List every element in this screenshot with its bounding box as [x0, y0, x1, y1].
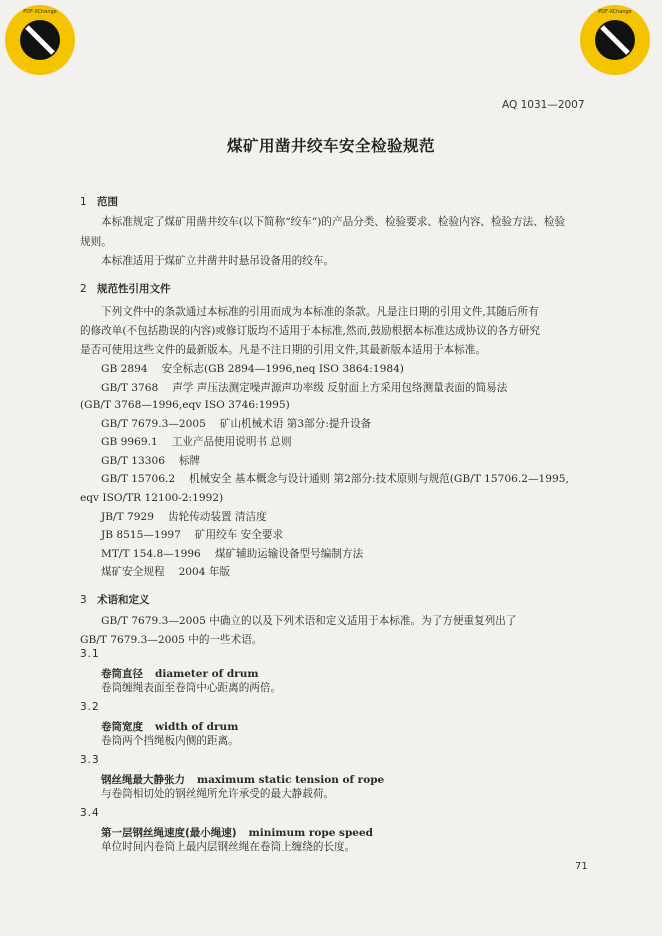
reference-title: 声学 声压法测定噪声源声功率级 反射面上方采用包络测量表面的简易法 [172, 382, 508, 394]
reference-item [101, 526, 613, 544]
reference-code: GB/T 3768 [101, 382, 159, 394]
reference-item [101, 452, 613, 470]
paragraph-line: 的修改单(不包括勘误的内容)或修订版均不适用于本标准,然而,鼓励根据本标准达成协议的各方研究 [80, 325, 540, 337]
svg-text:PDF-XChange: PDF-XChange [598, 9, 632, 15]
section-title: 范围 [97, 196, 118, 208]
reference-code: JB 8515—1997 [101, 529, 181, 541]
reference-code: GB 2894 [101, 363, 148, 375]
paragraph-line: GB/T 7679.3—2005 中确立的以及下列术语和定义适用于本标准。为了方便重复列出了 [101, 615, 517, 627]
reference-code: 煤矿安全规程 [101, 566, 165, 578]
term-zh: 第一层钢丝绳速度(最小绳速) [101, 827, 237, 839]
pdf-xchange-stamp-icon[interactable] [3, 3, 77, 77]
reference-title: 齿轮传动装置 清洁度 [168, 511, 267, 523]
reference-code: GB/T 15706.2 [101, 473, 176, 485]
reference-title: 煤矿辅助运输设备型号编制方法 [214, 548, 364, 560]
reference-title: 工业产品使用说明书 总则 [171, 436, 292, 448]
page-number: 71 [575, 861, 588, 872]
reference-item [101, 360, 613, 378]
section-title: 术语和定义 [97, 594, 150, 606]
reference-code: MT/T 154.8—1996 [101, 548, 201, 560]
clause-number: 3.1 [80, 648, 100, 660]
reference-item [101, 470, 613, 488]
paragraph-line: 本标准规定了煤矿用凿井绞车(以下简称“绞车”)的产品分类、检验要求、检验内容、检验方法、检验 [101, 216, 566, 228]
term-definition: 卷筒两个挡绳板内侧的距离。 [101, 735, 239, 747]
term-zh: 钢丝绳最大静张力 [101, 774, 185, 786]
paragraph-line: 下列文件中的条款通过本标准的引用而成为本标准的条款。凡是注日期的引用文件,其随后所有 [101, 306, 539, 318]
clause-number: 3.3 [80, 754, 100, 766]
term-zh: 卷筒宽度 [101, 721, 143, 733]
standard-code: AQ 1031—2007 [502, 99, 585, 111]
reference-item [101, 545, 613, 563]
reference-title: 标牌 [178, 455, 201, 467]
reference-item [101, 433, 613, 451]
term-en: maximum static tension of rope [197, 774, 385, 786]
reference-code: GB 9969.1 [101, 436, 158, 448]
pdf-xchange-stamp-icon[interactable] [578, 3, 652, 77]
reference-title: 安全标志(GB 2894—1996,neq ISO 3864:1984) [161, 363, 404, 375]
section-title: 规范性引用文件 [97, 283, 171, 295]
reference-item [101, 508, 613, 526]
reference-continuation: (GB/T 3768—1996,eqv ISO 3746:1995) [80, 399, 290, 411]
reference-continuation: eqv ISO/TR 12100-2:1992) [80, 492, 224, 504]
term-zh: 卷筒直径 [101, 668, 143, 680]
paragraph-line: 本标准适用于煤矿立井凿井时悬吊设备用的绞车。 [101, 255, 335, 267]
paragraph-line: GB/T 7679.3—2005 中的一些术语。 [80, 634, 263, 646]
section-heading [80, 194, 118, 209]
term-definition: 与卷筒相切处的钢丝绳所允许承受的最大静载荷。 [101, 788, 335, 800]
section-number: 1 [80, 196, 87, 208]
paragraph-line: 规则。 [80, 236, 112, 248]
reference-code: GB/T 7679.3—2005 [101, 418, 206, 430]
page-title: 煤矿用凿井绞车安全检验规范 [226, 137, 435, 155]
reference-item [101, 563, 613, 581]
reference-title: 矿用绞车 安全要求 [194, 529, 284, 541]
term-en: diameter of drum [155, 668, 259, 680]
svg-text:PDF-XChange: PDF-XChange [23, 9, 57, 15]
section-number: 3 [80, 594, 87, 606]
term-en: width of drum [155, 721, 239, 733]
reference-title: 2004 年版 [178, 566, 231, 578]
reference-item [101, 415, 613, 433]
term-definition: 单位时间内卷筒上最内层钢丝绳在卷筒上缠绕的长度。 [101, 841, 356, 853]
section-heading [80, 281, 171, 296]
reference-code: GB/T 13306 [101, 455, 165, 467]
reference-title: 矿山机械术语 第3部分:提升设备 [219, 418, 372, 430]
section-number: 2 [80, 283, 87, 295]
reference-item [101, 379, 613, 397]
reference-code: JB/T 7929 [101, 511, 154, 523]
term-en: minimum rope speed [248, 827, 374, 839]
term-definition: 卷筒缠绳表面至卷筒中心距离的两倍。 [101, 682, 282, 694]
reference-title: 机械安全 基本概念与设计通则 第2部分:技术原则与规范(GB/T 15706.2—1995, [189, 473, 569, 485]
paragraph-line: 是否可使用这些文件的最新版本。凡是不注日期的引用文件,其最新版本适用于本标准。 [80, 344, 486, 356]
section-heading [80, 592, 150, 607]
clause-number: 3.4 [80, 807, 100, 819]
clause-number: 3.2 [80, 701, 100, 713]
